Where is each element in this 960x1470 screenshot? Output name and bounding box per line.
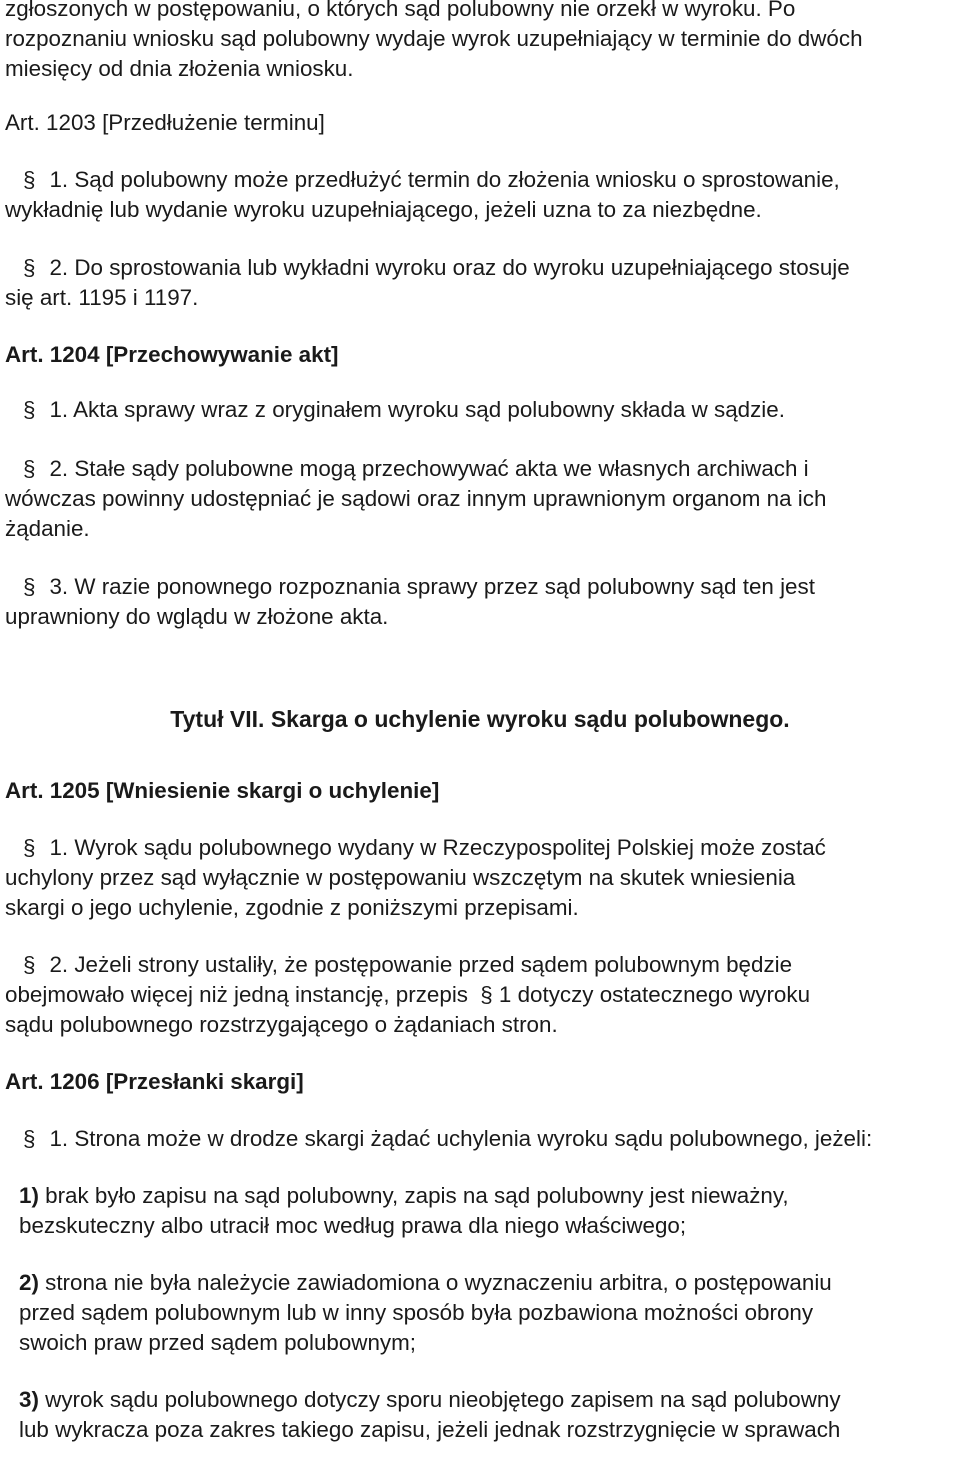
item-line-1: brak było zapisu na sąd polubowny, zapis na sąd polubowny jest nieważny, (38, 1183, 789, 1208)
article-1203-paragraph-2 (5, 253, 955, 313)
paragraph-line-1: Sąd polubowny może przedłużyć termin do złożenia wniosku o sprostowanie, (68, 167, 840, 192)
paragraph-number: 1. (49, 397, 69, 422)
article-1205-paragraph-1 (5, 833, 955, 923)
item-line-2: lub wykracza poza zakres takiego zapisu, jeżeli jednak rozstrzygnięcie w sprawach (19, 1417, 841, 1442)
paragraph-line-2: wówczas powinny udostępniać je sądowi oraz innym uprawnionym organom na ich (5, 486, 827, 511)
article-1205-heading (5, 776, 955, 806)
section-mark: § (23, 456, 36, 481)
section-mark: § (23, 952, 36, 977)
item-line-1: wyrok sądu polubownego dotyczy sporu nieobjętego zapisem na sąd polubowny (38, 1387, 841, 1412)
article-1205-paragraph-2 (5, 950, 955, 1040)
paragraph-number: 2. (49, 255, 69, 280)
paragraph-line-2-end: 1 dotyczy ostatecznego wyroku (492, 982, 811, 1007)
paragraph-line-1: Wyrok sądu polubownego wydany w Rzeczypospolitej Polskiej może zostać (68, 835, 826, 860)
paragraph-line-1: Stałe sądy polubowne mogą przechowywać akta we własnych archiwach i (68, 456, 809, 481)
item-number: 1) (19, 1183, 39, 1208)
section-mark: § (23, 397, 36, 422)
paragraph-line-2-start: obejmowało więcej niż jedną instancję, przepis (5, 982, 475, 1007)
paragraph-line-3: skargi o jego uchylenie, zgodnie z poniższymi przepisami. (5, 895, 579, 920)
paragraph-line-2: uprawniony do wglądu w złożone akta. (5, 604, 389, 629)
paragraph-line-1: Jeżeli strony ustaliły, że postępowanie przed sądem polubownym będzie (68, 952, 793, 977)
section-mark: § (480, 982, 493, 1007)
item-line-1: strona nie była należycie zawiadomiona o wyznaczeniu arbitra, o postępowaniu (38, 1270, 832, 1295)
intro-paragraph (5, 0, 955, 84)
paragraph-line-2: się art. 1195 i 1197. (5, 285, 199, 310)
intro-line-3: miesięcy od dnia złożenia wniosku. (5, 56, 354, 81)
paragraph-number: 3. (49, 574, 69, 599)
article-1204-title: Art. 1204 [Przechowywanie akt] (5, 342, 339, 367)
document-page (5, 0, 955, 1445)
article-1204-paragraph-3 (5, 572, 955, 632)
article-1206-item-2 (5, 1268, 955, 1358)
paragraph-line-2: wykładnię lub wydanie wyroku uzupełniającego, jeżeli uzna to za niezbędne. (5, 197, 762, 222)
paragraph-number: 2. (49, 952, 69, 977)
item-line-2: bezskuteczny albo utracił moc według prawa dla niego właściwego; (19, 1213, 687, 1238)
paragraph-line-1: W razie ponownego rozpoznania sprawy przez sąd polubowny sąd ten jest (68, 574, 815, 599)
item-number: 2) (19, 1270, 39, 1295)
article-1206-item-1 (5, 1181, 955, 1241)
paragraph-line-1: Strona może w drodze skargi żądać uchylenia wyroku sądu polubownego, jeżeli: (68, 1126, 873, 1151)
article-1205-title: Art. 1205 [Wniesienie skargi o uchylenie] (5, 778, 440, 803)
paragraph-line-2: uchylony przez sąd wyłącznie w postępowaniu wszczętym na skutek wniesienia (5, 865, 796, 890)
section-mark: § (23, 574, 36, 599)
article-1204-paragraph-1 (5, 395, 955, 425)
article-1203-heading (5, 108, 955, 138)
intro-line-1: zgłoszonych w postępowaniu, o których sąd polubowny nie orzekł w wyroku. Po (5, 0, 796, 21)
article-1206-item-3 (5, 1385, 955, 1445)
title-7-text: Tytuł VII. Skarga o uchylenie wyroku sądu polubownego. (170, 706, 790, 732)
item-line-2: przed sądem polubownym lub w inny sposób była pozbawiona możności obrony (19, 1300, 814, 1325)
paragraph-number: 1. (49, 835, 69, 860)
section-mark: § (23, 255, 36, 280)
article-1204-heading (5, 340, 955, 370)
article-1206-title: Art. 1206 [Przesłanki skargi] (5, 1069, 304, 1094)
item-number: 3) (19, 1387, 39, 1412)
article-1203-title: Art. 1203 [Przedłużenie terminu] (5, 110, 325, 135)
paragraph-line-3: sądu polubownego rozstrzygającego o żądaniach stron. (5, 1012, 558, 1037)
section-mark: § (23, 835, 36, 860)
paragraph-line-1: Do sprostowania lub wykładni wyroku oraz do wyroku uzupełniającego stosuje (68, 255, 850, 280)
article-1203-paragraph-1 (5, 165, 955, 225)
article-1206-paragraph-1 (5, 1124, 955, 1154)
article-1206-heading (5, 1067, 955, 1097)
paragraph-line-1: Akta sprawy wraz z oryginałem wyroku sąd polubowny składa w sądzie. (68, 397, 785, 422)
paragraph-number: 1. (49, 1126, 69, 1151)
section-mark: § (23, 1126, 36, 1151)
section-mark: § (23, 167, 36, 192)
paragraph-line-3: żądanie. (5, 516, 90, 541)
item-line-3: swoich praw przed sądem polubownym; (19, 1330, 416, 1355)
paragraph-number: 1. (49, 167, 69, 192)
article-1204-paragraph-2 (5, 454, 955, 544)
paragraph-number: 2. (49, 456, 69, 481)
title-7-heading (5, 704, 955, 734)
intro-line-2: rozpoznaniu wniosku sąd polubowny wydaje wyrok uzupełniający w terminie do dwóch (5, 26, 863, 51)
